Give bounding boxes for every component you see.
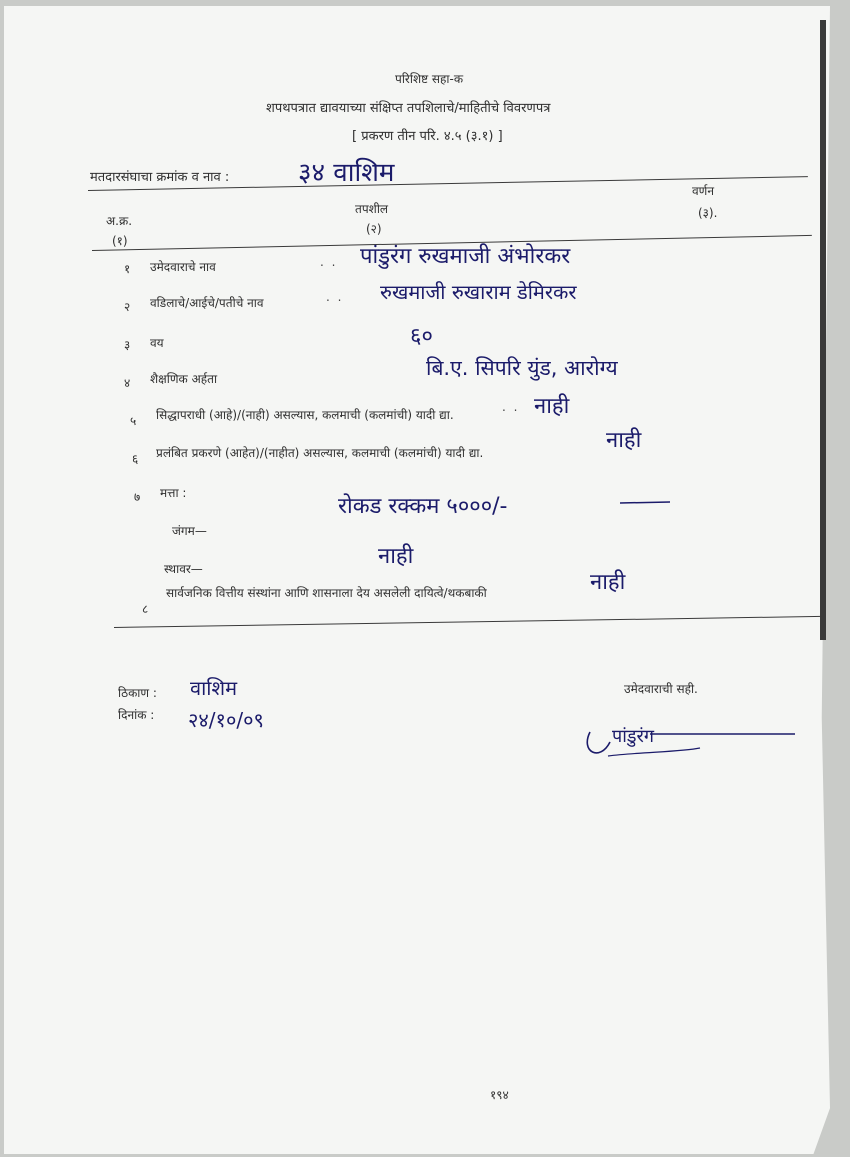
- row-8-value: नाही: [590, 570, 626, 595]
- col-detail-label: तपशील: [355, 202, 389, 216]
- col-sr-num: (१): [112, 234, 128, 248]
- row-3-value: ६०: [410, 324, 433, 349]
- movable-value: रोकड रक्कम ५०००/-: [338, 494, 508, 519]
- place-value: वाशिम: [190, 676, 238, 700]
- form-title: शपथपत्रात द्यावयाच्या संक्षिप्त तपशिलाचे/माहितीचे विवरणपत्र: [266, 101, 551, 116]
- row-4-value: बि.ए. सिपरि युंड, आरोग्य: [426, 356, 618, 380]
- signature-strokes: [580, 712, 810, 772]
- col-sr-label: अ.क्र.: [106, 214, 133, 228]
- row-7-label: मत्ता :: [160, 486, 187, 500]
- row-2-label: वडिलाचे/आईचे/पतीचे नाव: [150, 296, 264, 310]
- row-3-num: ३: [124, 338, 131, 352]
- col-desc-label: वर्णन: [692, 184, 715, 198]
- form-reference: [ प्रकरण तीन परि. ४.५ (३.१) ]: [352, 129, 503, 144]
- row-5-dots: . .: [502, 400, 520, 414]
- immovable-value: नाही: [378, 544, 414, 569]
- row-1-num: १: [124, 262, 131, 276]
- row-6-label: प्रलंबित प्रकरणे (आहेत)/(नाहीत) असल्यास, कलमाची (कलमांची) यादी द्या.: [156, 446, 484, 460]
- col-desc-num: (३).: [698, 206, 718, 220]
- row-4-label: शैक्षणिक अर्हता: [150, 372, 218, 386]
- row-6-num: ६: [132, 452, 139, 466]
- row-1-dots: . .: [320, 255, 338, 269]
- row-8-num: ८: [142, 602, 149, 616]
- constituency-label: मतदारसंघाचा क्रमांक व नाव :: [90, 170, 230, 185]
- row-3-label: वय: [150, 336, 164, 350]
- signature-label: उमेदवाराची सही.: [624, 682, 698, 696]
- immovable-label: स्थावर—: [164, 562, 203, 576]
- row-1-value: पांडुरंग रुखमाजी अंभोरकर: [360, 244, 571, 269]
- place-label: ठिकाण :: [118, 686, 157, 700]
- col-detail-num: (२): [366, 222, 382, 236]
- movable-label: जंगम—: [172, 524, 207, 538]
- row-7-num: ७: [134, 490, 141, 504]
- appendix-label: परिशिष्ट सहा-क: [395, 72, 464, 86]
- constituency-value: ३४ वाशिम: [298, 158, 395, 188]
- movable-dash: [620, 500, 680, 506]
- row-1-label: उमेदवाराचे नाव: [150, 260, 216, 274]
- date-value: २४/१०/०९: [188, 708, 264, 732]
- row-2-value: रुखमाजी रुखाराम डेमिरकर: [380, 280, 577, 304]
- date-label: दिनांक :: [118, 708, 155, 722]
- page-number: १९४: [490, 1088, 509, 1102]
- row-5-label: सिद्धापराधी (आहे)/(नाही) असल्यास, कलमाची (कलमांची) यादी द्या.: [156, 408, 454, 422]
- signature: पांडुरंग: [612, 726, 655, 747]
- row-5-num: ५: [130, 414, 137, 428]
- row-6-value: नाही: [606, 428, 642, 453]
- row-4-num: ४: [124, 376, 131, 390]
- row-5-value: नाही: [534, 394, 570, 419]
- row-2-dots: . .: [326, 290, 344, 304]
- page-edge-shadow: [820, 20, 826, 640]
- row-8-label: सार्वजनिक वित्तीय संस्थांना आणि शासनाला देय असलेली दायित्वे/थकबाकी: [166, 586, 487, 600]
- row-2-num: २: [124, 300, 131, 314]
